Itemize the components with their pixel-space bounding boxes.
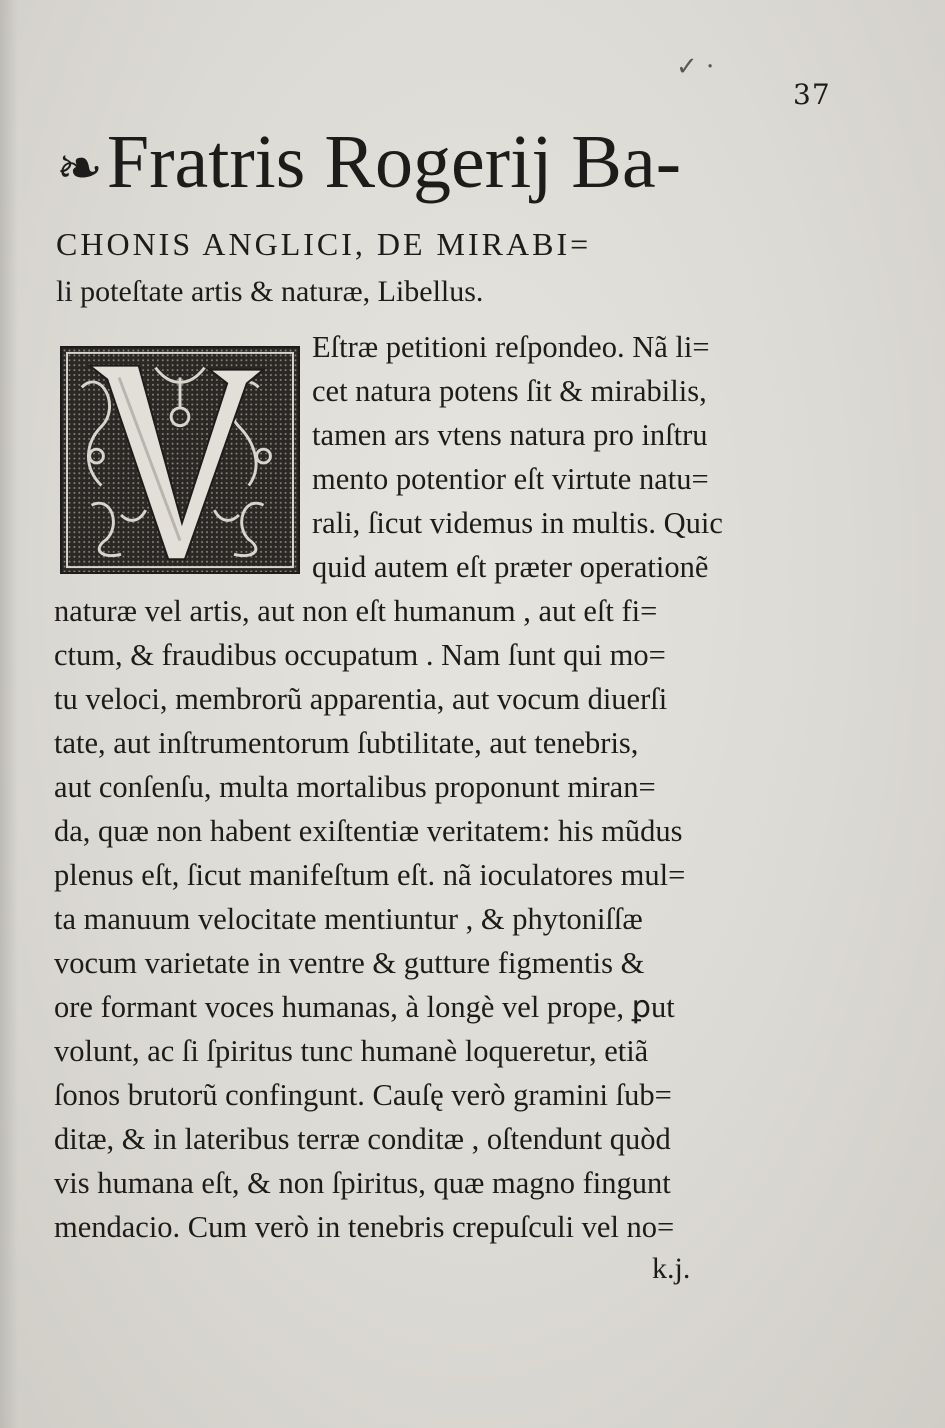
text-line: ditæ, & in lateribus terræ conditæ , oſtendunt quòd [54,1122,671,1156]
text-line: mento potentior eſt virtute natu= [312,462,709,496]
decorated-initial-v-icon [60,346,300,574]
text-line: ſonos brutorũ confingunt. Cauſę verò gramini ſub= [54,1078,672,1112]
signature-mark: k.j. [652,1252,691,1285]
text-line: vocum varietate in ventre & gutture figmentis & [54,946,645,980]
text-line: tamen ars vtens natura pro inſtru [312,418,708,452]
page-number: 37 [793,78,831,111]
title-line-2: CHONIS ANGLICI, DE MIRABI= [56,226,592,262]
text-line: volunt, ac ſi ſpiritus tunc humanè loqueretur, etiã [54,1034,649,1068]
text-line: naturæ vel artis, aut non eſt humanum , aut eſt fi= [54,594,658,628]
title-line-3: li poteſtate artis & naturæ, Libellus. [56,275,484,308]
text-line: Eſtræ petitioni reſpondeo. Nã li= [312,330,710,364]
title-line-1 [56,112,826,212]
text-line: tate, aut inſtrumentorum ſubtilitate, aut tenebris, [54,726,639,760]
text-line: rali, ſicut videmus in multis. Quic [312,506,723,540]
text-line: vis humana eſt, & non ſpiritus, quæ magno fingunt [54,1166,671,1200]
text-line: plenus eſt, ſicut manifeſtum eſt. nã ioculatores mul= [54,858,686,892]
text-line: mendacio. Cum verò in tenebris crepuſculi vel no= [54,1210,675,1244]
text-line: ta manuum velocitate mentiuntur , & phytoniſſæ [54,902,643,936]
text-line: ore formant voces humanas, à longè vel prope, ꝑut [54,990,675,1024]
text-line: aut conſenſu, multa mortalibus proponunt miran= [54,770,656,804]
fleuron-icon: ❧ [56,138,103,200]
text-line: ctum, & fraudibus occupatum . Nam ſunt qui mo= [54,638,666,672]
page-gutter-shadow [0,0,18,1428]
text-line: da, quæ non habent exiſtentiæ veritatem: his mũdus [54,814,683,848]
title-line-1-text: Fratris Rogerij Ba- [106,120,682,204]
text-line: tu veloci, membrorũ apparentia, aut vocum diuerſi [54,682,668,716]
pen-mark: ✓ · [676,52,715,82]
text-line: quid autem eſt præter operationẽ [312,550,709,584]
text-line: cet natura potens ſit & mirabilis, [312,374,707,408]
